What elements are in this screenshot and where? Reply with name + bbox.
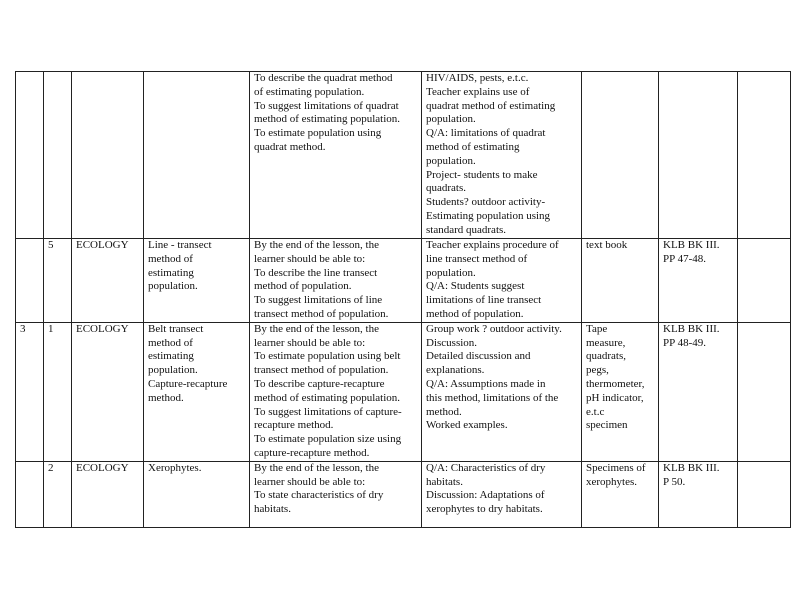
week-cell [16, 239, 44, 323]
references-cell [659, 72, 738, 239]
resources-cell: Specimens of xerophytes. [582, 461, 659, 527]
resources-cell: Tape measure, quadrats, pegs, thermometer, pH indicator, e.t.c specimen [582, 322, 659, 461]
remarks-cell [738, 72, 791, 239]
objectives-cell: To describe the quadrat method of estimating population. To suggest limitations of quadrat method of estimating population. To estimate population using quadrat method. [250, 72, 422, 239]
objectives-cell: By the end of the lesson, the learner should be able to: To state characteristics of dry habitats. [250, 461, 422, 527]
activities-cell: Q/A: Characteristics of dry habitats. Discussion: Adaptations of xerophytes to dry habitats. [422, 461, 582, 527]
subtopic-cell: Xerophytes. [144, 461, 250, 527]
lesson-cell: 2 [44, 461, 72, 527]
week-cell [16, 461, 44, 527]
objectives-cell: By the end of the lesson, the learner should be able to: To estimate population using belt transect method of population. To describe capture-recapture method of estimating population. To suggest limitations of capture- recapture method. To estimate population size using capture-recapture method. [250, 322, 422, 461]
week-cell: 3 [16, 322, 44, 461]
table-row [16, 72, 791, 239]
references-cell: KLB BK III. P 50. [659, 461, 738, 527]
objectives-cell: By the end of the lesson, the learner should be able to: To describe the line transect method of population. To suggest limitations of line transect method of population. [250, 239, 422, 323]
topic-cell: ECOLOGY [72, 322, 144, 461]
subtopic-cell: Belt transect method of estimating population. Capture-recapture method. [144, 322, 250, 461]
week-cell [16, 72, 44, 239]
references-cell: KLB BK III. PP 48-49. [659, 322, 738, 461]
subtopic-cell: Line - transect method of estimating population. [144, 239, 250, 323]
table-row [16, 461, 791, 527]
activities-cell: Teacher explains procedure of line transect method of population. Q/A: Students suggest limitations of line transect method of population. [422, 239, 582, 323]
table-row [16, 322, 791, 461]
resources-cell: text book [582, 239, 659, 323]
table-row [16, 239, 791, 323]
activities-cell: Group work ? outdoor activity. Discussion. Detailed discussion and explanations. Q/A: Assumptions made in this method, limitations of the method. Worked examples. [422, 322, 582, 461]
topic-cell: ECOLOGY [72, 461, 144, 527]
remarks-cell [738, 322, 791, 461]
subtopic-cell [144, 72, 250, 239]
remarks-cell [738, 461, 791, 527]
topic-cell: ECOLOGY [72, 239, 144, 323]
topic-cell [72, 72, 144, 239]
resources-cell [582, 72, 659, 239]
lesson-cell [44, 72, 72, 239]
remarks-cell [738, 239, 791, 323]
activities-cell: HIV/AIDS, pests, e.t.c. Teacher explains use of quadrat method of estimating population. Q/A: limitations of quadrat method of estimating population. Project- students to make quadrats. Students? outdoor activity- Estimating population using standard quadrats. [422, 72, 582, 239]
references-cell: KLB BK III. PP 47-48. [659, 239, 738, 323]
lesson-cell: 1 [44, 322, 72, 461]
lesson-cell: 5 [44, 239, 72, 323]
scheme-of-work-table [15, 71, 791, 528]
